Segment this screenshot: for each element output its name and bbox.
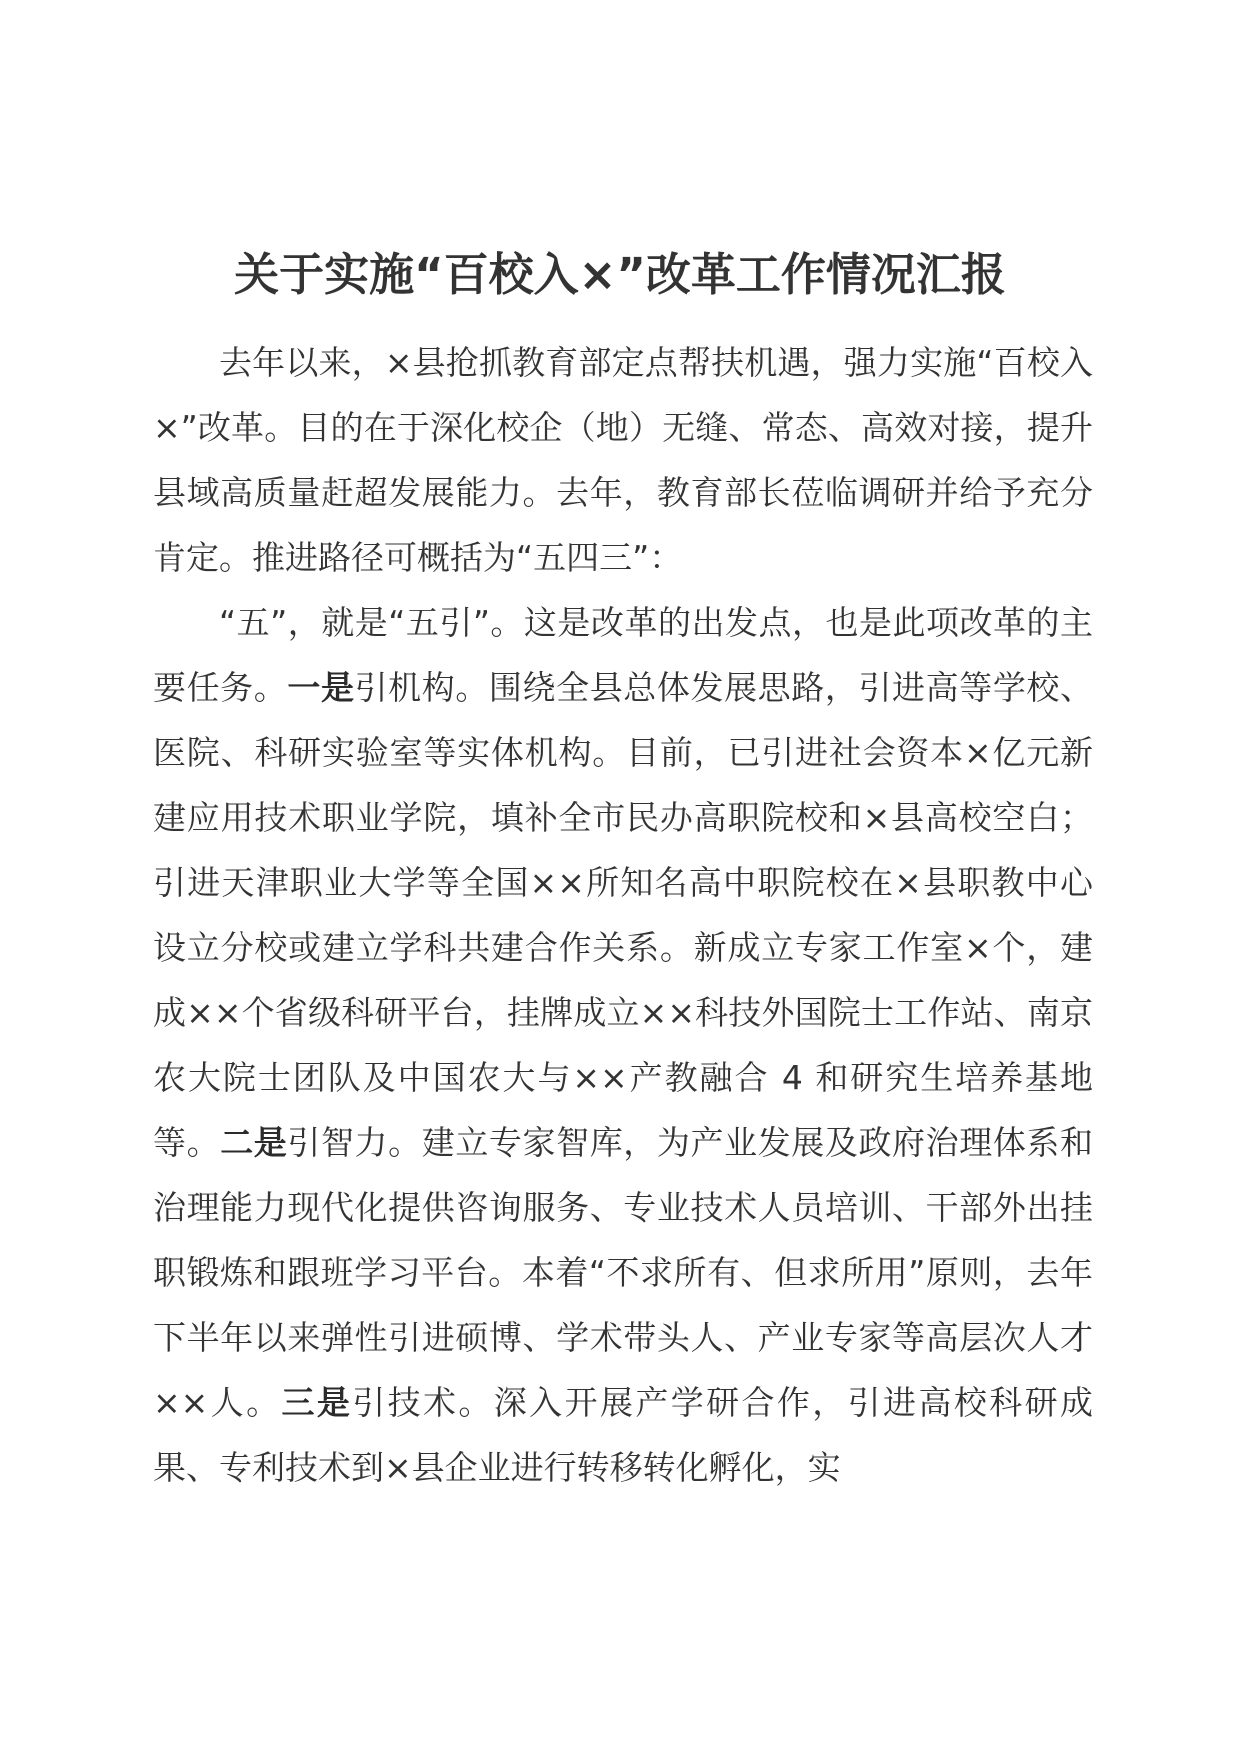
point-text-technology: 引技术。深入开展产学研合作，引进高校科研成果、专利技术到×县企业进行转移转化孵化，实 [153,1383,1093,1487]
paragraph-five-introductions [153,590,1093,1500]
document-body [153,330,1093,1500]
point-text-intelligence: 引智力。建立专家智库，为产业发展及政府治理体系和治理能力现代化提供咨询服务、专业技术人员培训、干部外出挂职锻炼和跟班学习平台。本着“不求所有、但求所用”原则，去年下半年以来弹性引进硕博、学术带头人、产业专家等高层次人才××人。 [153,1123,1094,1422]
point-label-first: 一是 [287,668,355,707]
paragraph-lead-text: “五”，就是“五引”。这是改革的出发点，也是此项改革的主要任务。 [153,603,1093,707]
point-label-second: 二是 [220,1123,288,1162]
point-text-institutions: 引机构。围绕全县总体发展思路，引进高等学校、医院、科研实验室等实体机构。目前，已引进社会资本×亿元新建应用技术职业学院，填补全市民办高职院校和×县高校空白；引进天津职业大学等全国××所知名高中职院校在×县职教中心设立分校或建立学科共建合作关系。新成立专家工作室×个，建成××个省级科研平台，挂牌成立××科技外国院士工作站、南京农大院士团队及中国农大与××产教融合 4 和研究生培养基地等。 [153,668,1094,1162]
paragraph-intro: 去年以来，×县抢抓教育部定点帮扶机遇，强力实施“百校入×”改革。目的在于深化校企（地）无缝、常态、高效对接，提升县域高质量赶超发展能力。去年，教育部长莅临调研并给予充分肯定。推进路径可概括为“五四三”： [153,343,1093,577]
document-title: 关于实施“百校入×”改革工作情况汇报 [234,248,1006,301]
point-label-third: 三是 [281,1383,353,1422]
